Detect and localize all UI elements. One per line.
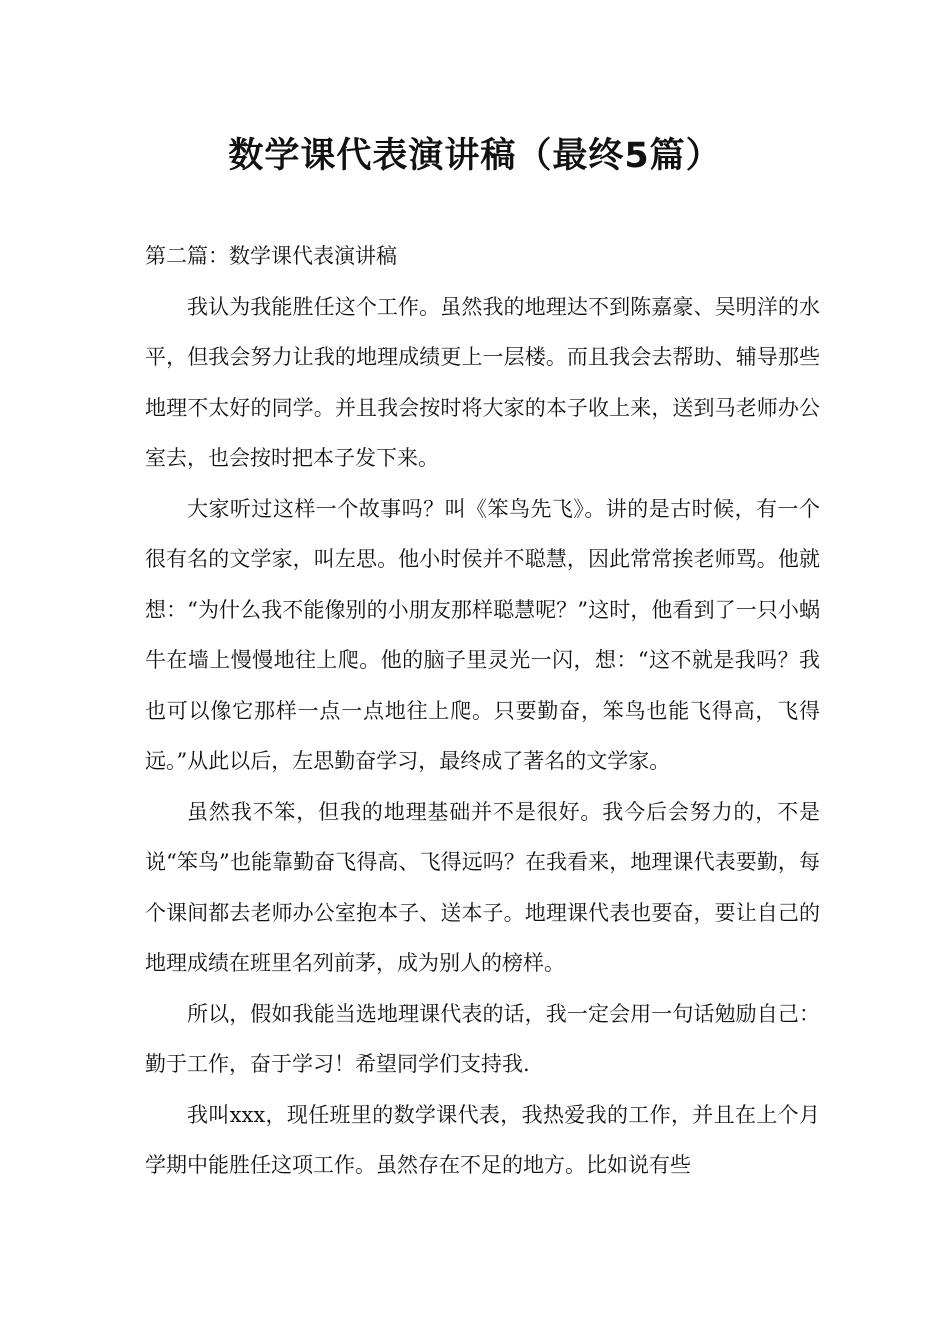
document-title: 数学课代表演讲稿（最终5篇） bbox=[228, 136, 722, 176]
paragraph: 大家听过这样一个故事吗？叫《笨鸟先飞》。讲的是古时候，有一个很有名的文学家，叫左思。他小时侯并不聪慧，因此常常挨老师骂。他就想：“为什么我不能像别的小朋友那样聪慧呢？”这时，他看到了一只小蜗牛在墙上慢慢地往上爬。他的脑子里灵光一闪，想：“这不就是我吗？我也可以像它那样一点一点地往上爬。只要勤奋，笨鸟也能飞得高，飞得远。”从此以后，左思勤奋学习，最终成了著名的文学家。 bbox=[145, 496, 820, 773]
section-subtitle: 第二篇：数学课代表演讲稿 bbox=[145, 244, 397, 268]
paragraph: 所以，假如我能当选地理课代表的话，我一定会用一句话勉励自己：勤于工作，奋于学习！希望同学们支持我. bbox=[145, 1001, 820, 1076]
paragraph: 虽然我不笨，但我的地理基础并不是很好。我今后会努力的，不是说“笨鸟”也能靠勤奋飞得高、飞得远吗？在我看来，地理课代表要勤，每个课间都去老师办公室抱本子、送本子。地理课代表也要奋，要让自己的地理成绩在班里名列前茅，成为别人的榜样。 bbox=[145, 799, 820, 975]
paragraph: 我认为我能胜任这个工作。虽然我的地理达不到陈嘉豪、吴明洋的水平，但我会努力让我的地理成绩更上一层楼。而且我会去帮助、辅导那些地理不太好的同学。并且我会按时将大家的本子收上来，送到马老师办公室去，也会按时把本子发下来。 bbox=[145, 294, 820, 470]
paragraph: 我叫xxx，现任班里的数学课代表，我热爱我的工作，并且在上个月学期中能胜任这项工作。虽然存在不足的地方。比如说有些 bbox=[145, 1102, 820, 1177]
document-body bbox=[145, 231, 820, 1191]
